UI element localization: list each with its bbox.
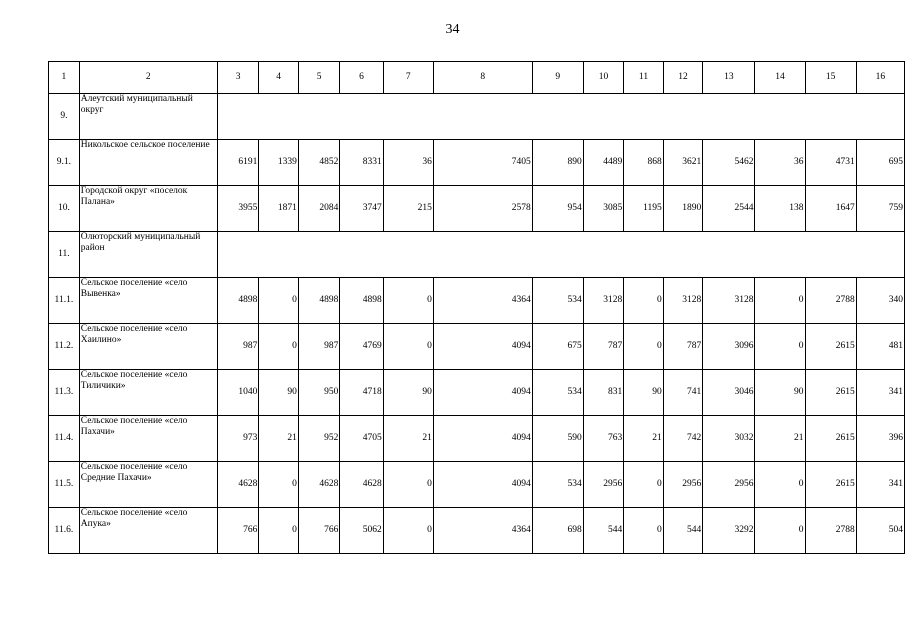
value-cell: 3128	[663, 278, 703, 324]
value-cell: 0	[624, 462, 664, 508]
value-cell: 7405	[433, 140, 532, 186]
value-cell: 90	[624, 370, 664, 416]
value-cell: 534	[532, 278, 583, 324]
value-cell: 90	[259, 370, 299, 416]
value-cell: 787	[663, 324, 703, 370]
value-cell: 2615	[805, 370, 856, 416]
value-cell: 340	[856, 278, 904, 324]
row-number: 11.3.	[49, 370, 80, 416]
value-cell: 3085	[583, 186, 623, 232]
table-row	[49, 324, 905, 370]
row-name: Сельское поселение «село Вывенка»	[79, 278, 217, 324]
row-name: Алеутский муниципальный округ	[79, 94, 217, 140]
value-cell: 987	[298, 324, 339, 370]
row-name: Сельское поселение «село Тиличики»	[79, 370, 217, 416]
value-cell: 4731	[805, 140, 856, 186]
value-cell: 0	[624, 508, 664, 554]
row-number: 11.1.	[49, 278, 80, 324]
value-cell: 952	[298, 416, 339, 462]
value-cell: 954	[532, 186, 583, 232]
value-cell: 0	[755, 462, 805, 508]
value-cell: 544	[663, 508, 703, 554]
column-header: 11	[624, 62, 664, 94]
row-number: 11.	[49, 232, 80, 278]
column-header: 16	[856, 62, 904, 94]
value-cell: 36	[755, 140, 805, 186]
value-cell: 2615	[805, 462, 856, 508]
table-row	[49, 186, 905, 232]
value-cell: 3621	[663, 140, 703, 186]
column-header: 15	[805, 62, 856, 94]
row-number: 11.2.	[49, 324, 80, 370]
value-cell: 396	[856, 416, 904, 462]
value-cell: 3046	[703, 370, 755, 416]
table-row	[49, 462, 905, 508]
row-number: 9.1.	[49, 140, 80, 186]
value-cell: 741	[663, 370, 703, 416]
value-cell: 1871	[259, 186, 299, 232]
value-cell: 4094	[433, 324, 532, 370]
value-cell: 534	[532, 370, 583, 416]
value-cell: 2956	[703, 462, 755, 508]
value-cell: 3747	[340, 186, 383, 232]
value-cell: 341	[856, 462, 904, 508]
value-cell: 4628	[217, 462, 258, 508]
value-cell: 698	[532, 508, 583, 554]
value-cell: 0	[755, 324, 805, 370]
row-number: 11.4.	[49, 416, 80, 462]
value-cell: 4489	[583, 140, 623, 186]
value-cell: 3096	[703, 324, 755, 370]
value-cell: 787	[583, 324, 623, 370]
value-cell: 544	[583, 508, 623, 554]
value-cell: 987	[217, 324, 258, 370]
row-name: Никольское сельское поселение	[79, 140, 217, 186]
value-cell: 90	[755, 370, 805, 416]
value-cell: 3292	[703, 508, 755, 554]
value-cell: 759	[856, 186, 904, 232]
section-row	[49, 94, 905, 140]
row-name: Олюторский муниципальный район	[79, 232, 217, 278]
section-empty-cell	[217, 232, 904, 278]
row-number: 11.5.	[49, 462, 80, 508]
value-cell: 4769	[340, 324, 383, 370]
row-number: 10.	[49, 186, 80, 232]
value-cell: 5462	[703, 140, 755, 186]
value-cell: 8331	[340, 140, 383, 186]
value-cell: 215	[383, 186, 433, 232]
value-cell: 766	[298, 508, 339, 554]
value-cell: 2956	[663, 462, 703, 508]
value-cell: 675	[532, 324, 583, 370]
value-cell: 2578	[433, 186, 532, 232]
value-cell: 831	[583, 370, 623, 416]
value-cell: 2788	[805, 278, 856, 324]
value-cell: 2615	[805, 416, 856, 462]
value-cell: 4898	[298, 278, 339, 324]
value-cell: 4628	[298, 462, 339, 508]
value-cell: 0	[624, 324, 664, 370]
value-cell: 5062	[340, 508, 383, 554]
value-cell: 742	[663, 416, 703, 462]
page-number: 34	[445, 22, 460, 37]
value-cell: 973	[217, 416, 258, 462]
value-cell: 341	[856, 370, 904, 416]
value-cell: 138	[755, 186, 805, 232]
value-cell: 0	[383, 462, 433, 508]
value-cell: 21	[755, 416, 805, 462]
value-cell: 2544	[703, 186, 755, 232]
value-cell: 4898	[340, 278, 383, 324]
value-cell: 695	[856, 140, 904, 186]
value-cell: 3128	[583, 278, 623, 324]
table-header-row	[49, 62, 905, 94]
value-cell: 3128	[703, 278, 755, 324]
column-header: 7	[383, 62, 433, 94]
row-name: Сельское поселение «село Хаилино»	[79, 324, 217, 370]
value-cell: 4364	[433, 278, 532, 324]
value-cell: 4094	[433, 370, 532, 416]
row-name: Сельское поселение «село Апука»	[79, 508, 217, 554]
value-cell: 0	[383, 324, 433, 370]
value-cell: 0	[259, 278, 299, 324]
column-header: 8	[433, 62, 532, 94]
value-cell: 0	[755, 278, 805, 324]
value-cell: 4705	[340, 416, 383, 462]
column-header: 6	[340, 62, 383, 94]
value-cell: 0	[624, 278, 664, 324]
value-cell: 0	[259, 324, 299, 370]
section-empty-cell	[217, 94, 904, 140]
column-header: 5	[298, 62, 339, 94]
value-cell: 1890	[663, 186, 703, 232]
column-header: 14	[755, 62, 805, 94]
value-cell: 4852	[298, 140, 339, 186]
value-cell: 1339	[259, 140, 299, 186]
value-cell: 4094	[433, 416, 532, 462]
column-header: 9	[532, 62, 583, 94]
table-row	[49, 278, 905, 324]
data-table	[48, 61, 905, 554]
value-cell: 90	[383, 370, 433, 416]
value-cell: 1195	[624, 186, 664, 232]
value-cell: 21	[383, 416, 433, 462]
table-row	[49, 416, 905, 462]
column-header: 13	[703, 62, 755, 94]
value-cell: 534	[532, 462, 583, 508]
value-cell: 36	[383, 140, 433, 186]
value-cell: 4364	[433, 508, 532, 554]
table-row	[49, 370, 905, 416]
value-cell: 21	[624, 416, 664, 462]
section-row	[49, 232, 905, 278]
value-cell: 763	[583, 416, 623, 462]
row-number: 11.6.	[49, 508, 80, 554]
column-header: 4	[259, 62, 299, 94]
row-number: 9.	[49, 94, 80, 140]
row-name: Сельское поселение «село Средние Пахачи»	[79, 462, 217, 508]
value-cell: 21	[259, 416, 299, 462]
row-name: Городской округ «поселок Палана»	[79, 186, 217, 232]
value-cell: 0	[259, 508, 299, 554]
value-cell: 2615	[805, 324, 856, 370]
value-cell: 2788	[805, 508, 856, 554]
value-cell: 0	[383, 278, 433, 324]
column-header: 2	[79, 62, 217, 94]
value-cell: 890	[532, 140, 583, 186]
value-cell: 4094	[433, 462, 532, 508]
value-cell: 2956	[583, 462, 623, 508]
column-header: 10	[583, 62, 623, 94]
value-cell: 1647	[805, 186, 856, 232]
value-cell: 504	[856, 508, 904, 554]
value-cell: 4718	[340, 370, 383, 416]
value-cell: 590	[532, 416, 583, 462]
value-cell: 3032	[703, 416, 755, 462]
value-cell: 1040	[217, 370, 258, 416]
value-cell: 4628	[340, 462, 383, 508]
value-cell: 4898	[217, 278, 258, 324]
table-row	[49, 508, 905, 554]
value-cell: 481	[856, 324, 904, 370]
table-row	[49, 140, 905, 186]
value-cell: 950	[298, 370, 339, 416]
value-cell: 6191	[217, 140, 258, 186]
value-cell: 3955	[217, 186, 258, 232]
value-cell: 766	[217, 508, 258, 554]
value-cell: 2084	[298, 186, 339, 232]
value-cell: 0	[383, 508, 433, 554]
column-header: 3	[217, 62, 258, 94]
value-cell: 0	[259, 462, 299, 508]
table-body	[49, 62, 905, 554]
row-name: Сельское поселение «село Пахачи»	[79, 416, 217, 462]
value-cell: 868	[624, 140, 664, 186]
column-header: 12	[663, 62, 703, 94]
value-cell: 0	[755, 508, 805, 554]
column-header: 1	[49, 62, 80, 94]
